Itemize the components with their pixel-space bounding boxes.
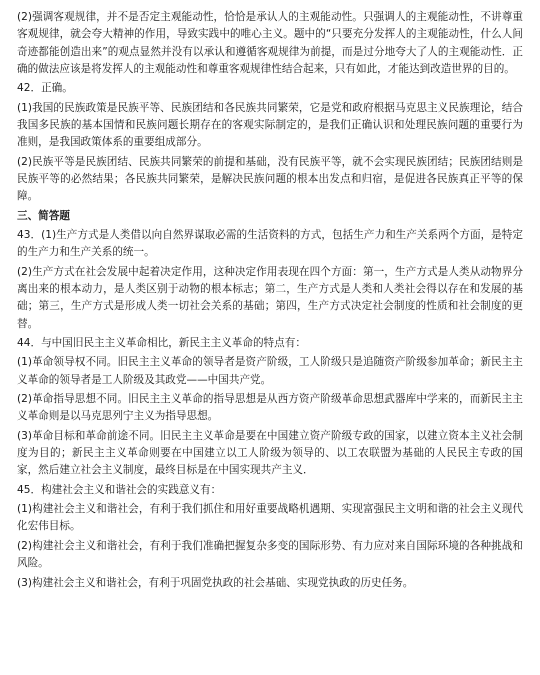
answer-44-part-3: (3)革命目标和革命前途不同。旧民主主义革命是要在中国建立资产阶级专政的国家，以建立资本主义社会制度为目的；新民主主义革命则要在中国建立以工人阶级为领导的、以工农联盟为基础的人民民主专政的国家，然后建立社会主义制度，最终目标是在中国实现共产主义．	[17, 429, 523, 477]
answer-43-part-2: (2)生产方式在社会发展中起着决定作用，这种决定作用表现在四个方面：第一，生产方式是人类从动物界分离出来的根本动力，是人类区别于动物的根本标志；第二，生产方式是人类和人类社会得以存在和发展的基础；第三，生产方式是形成人类一切社会关系的基础；第四，生产方式决定社会制度的性质和社会制度的更替。	[17, 265, 523, 330]
answer-43-part-1: 43．(1)生产方式是人类借以向自然界谋取必需的生活资料的方式，包括生产力和生产关系两个方面，是特定的生产力和生产关系的统一。	[17, 229, 523, 259]
answer-44-title: 44．与中国旧民主主义革命相比，新民主主义革命的特点有：	[17, 337, 306, 349]
answer-45-part-1: (1)构建社会主义和谐社会，有利于我们抓住和用好重要战略机遇期、实现富强民主文明和谐的社会主义现代化宏伟目标。	[17, 503, 523, 533]
answer-45-title: 45．构建社会主义和谐社会的实践意义有：	[17, 483, 222, 496]
answer-44-part-2: (2)革命指导思想不同。旧民主主义革命的指导思想是从西方资产阶级革命思想武器库中学来的，而新民主主义革命则是以马克思列宁主义为指导思想。	[17, 393, 523, 423]
answer-42-part-2: (2)民族平等是民族团结、民族共同繁荣的前提和基础，没有民族平等，就不会实现民族团结；民族团结则是民族平等的必然结果；各民族共同繁荣，是解决民族问题的根本出发点和归宿，是促进各民族真正平等的保障。	[17, 155, 523, 203]
answer-42-title: 42．正确。	[17, 82, 73, 95]
answer-42-part-1: (1)我国的民族政策是民族平等、民族团结和各民族共同繁荣，它是党和政府根据马克思主义民族理论，结合我国多民族的基本国情和民族问题长期存在的客观实际制定的，是我们正确认识和处理民族问题的重要行为准则，是我国政策体系的重要组成部分。	[17, 101, 523, 149]
answer-45-part-2: (2)构建社会主义和谐社会，有利于我们准确把握复杂多变的国际形势、有力应对来自国际环境的各种挑战和风险。	[17, 539, 523, 570]
answer-41-part-2: (2)强调客观规律，并不是否定主观能动性，恰恰是承认人的主观能动性。只强调人的主观能动性，不讲尊重客观规律，就会夸大精神的作用，导致实践中的唯心主义。题中的“只要充分发挥人的主观能动性，什么人间奇迹都能创造出来”的观点显然并没有以承认和遵循客观规律为前提，而是过分地夸大了人的主观能动性．正确的做法应该是将发挥人的主观能动性和尊重客观规律性结合起来，只有如此，才能达到改造世界的目的。	[17, 11, 523, 75]
answer-45-part-3: (3)构建社会主义和谐社会，有利于巩固党执政的社会基础、实现党执政的历史任务。	[17, 576, 414, 589]
section-heading-short-answer: 三、简答题	[17, 209, 70, 222]
answer-44-part-1: (1)革命领导权不同。旧民主主义革命的领导者是资产阶级，工人阶级只是追随资产阶级参加革命；新民主主义革命的领导者是工人阶级及其政党——中国共产党。	[17, 356, 523, 386]
